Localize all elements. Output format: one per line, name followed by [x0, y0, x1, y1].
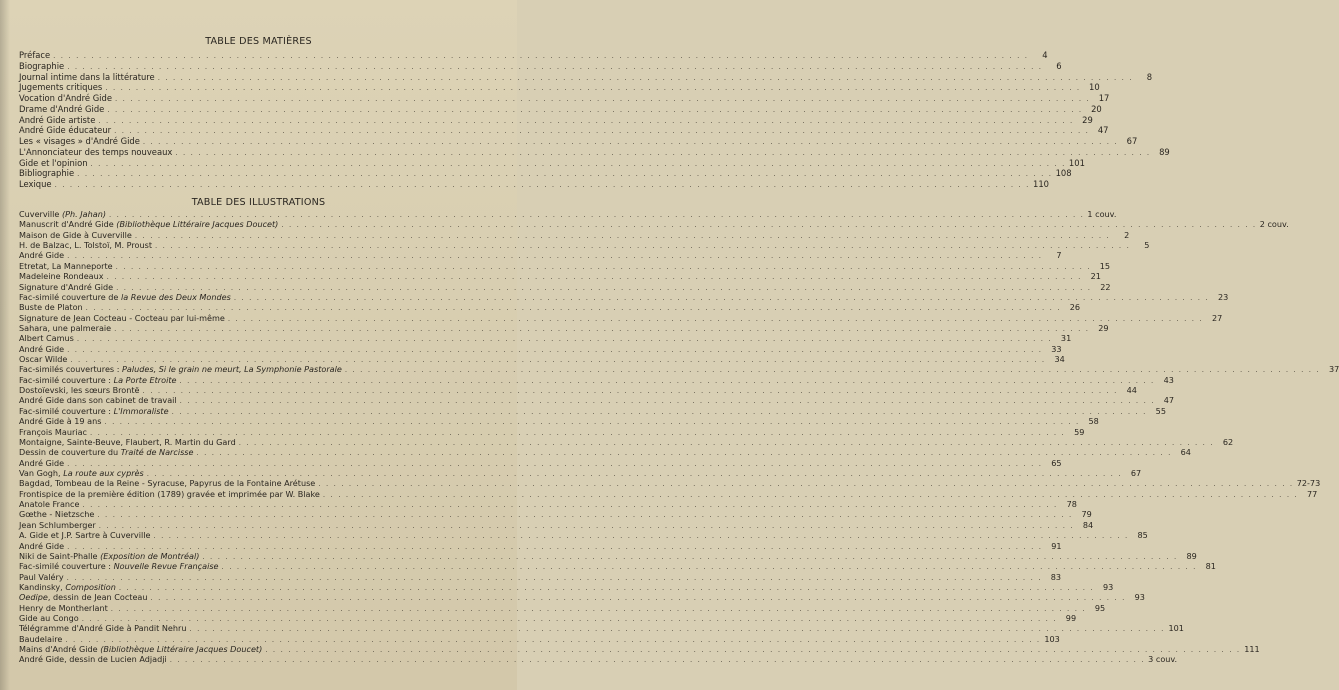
illustration-caption: Fac-similé couverture de — [19, 291, 121, 302]
illustration-entry — [19, 509, 1092, 520]
illustration-caption: Maison de Gide à Cuverville — [19, 229, 132, 240]
illustration-entry-title — [19, 509, 94, 519]
illustration-entry-page: 31 — [1060, 333, 1072, 344]
toc-entry-title: Drame d'André Gide — [19, 103, 105, 114]
toc-entry-page: 17 — [1098, 93, 1110, 104]
illustration-entry-page: 85 — [1137, 530, 1148, 541]
illustration-entry — [19, 374, 1174, 385]
illustration-entry-title — [19, 395, 177, 405]
illustration-entry-page: 77 — [1307, 488, 1318, 499]
illustration-entry-title — [19, 520, 96, 530]
illustration-caption: André Gide — [19, 250, 65, 261]
illustration-entry-title — [19, 354, 67, 364]
illustration-caption: Frontispice de la première édition (1789) gravée et imprimée par W. Blake — [19, 488, 320, 499]
illustration-caption: Buste de Platon — [19, 302, 83, 313]
illustration-entry-title — [19, 613, 79, 623]
toc-entry — [19, 179, 1049, 190]
illustration-entry — [19, 219, 1289, 230]
toc-entry-title: Jugements critiques — [19, 82, 103, 93]
table-des-matieres-list — [19, 50, 1170, 190]
illustration-caption-italic: L'Immoraliste — [113, 405, 169, 416]
illustration-caption: Oscar Wilde — [19, 354, 68, 365]
illustration-entry-page: 81 — [1205, 561, 1216, 572]
illustration-entry-title — [19, 603, 108, 613]
illustration-caption: Van Gogh, — [19, 467, 64, 478]
illustration-entry-title — [19, 406, 169, 416]
illustration-entry-title — [19, 530, 150, 540]
illustration-caption: Jean Schlumberger — [19, 519, 96, 530]
illustration-caption: Albert Camus — [19, 333, 74, 344]
illustration-entry-title — [19, 375, 176, 385]
table-des-illustrations-list — [19, 209, 1339, 665]
illustration-caption-italic: Paludes, Si le grain ne meurt, La Symphonie Pastorale — [122, 364, 342, 375]
toc-entry — [19, 82, 1100, 93]
illustration-entry-title — [19, 271, 104, 281]
illustration-entry-page: 15 — [1099, 260, 1111, 271]
illustration-caption: François Mauriac — [19, 426, 87, 437]
illustration-entry-title — [19, 250, 64, 260]
illustration-caption-italic: La route aux cyprès — [63, 467, 144, 478]
illustration-entry — [19, 302, 1081, 313]
illustration-entry-page: 1 couv. — [1087, 209, 1117, 219]
illustration-entry-page: 99 — [1065, 613, 1077, 624]
table-des-matieres-heading: TABLE DES MATIÈRES — [205, 36, 312, 47]
illustration-entry-title — [19, 230, 132, 240]
illustration-entry — [19, 354, 1065, 365]
toc-entry-title: Journal intime dans la littérature — [19, 71, 155, 82]
toc-entry — [19, 136, 1138, 147]
illustration-entry-title — [19, 437, 236, 447]
illustration-entry-title — [19, 333, 74, 343]
illustration-entry-title — [19, 364, 342, 374]
illustration-entry — [19, 633, 1060, 644]
illustration-entry-title — [19, 282, 113, 292]
illustration-entry — [19, 499, 1077, 510]
illustration-entry-page: 101 — [1168, 623, 1184, 634]
table-des-illustrations-heading: TABLE DES ILLUSTRATIONS — [191, 197, 326, 208]
illustration-entry-title — [19, 592, 148, 602]
illustration-caption: Fac-similé couverture : — [19, 561, 114, 572]
illustration-entry-page: 103 — [1044, 633, 1060, 644]
illustration-caption: A. Gide et J.P. Sartre à Cuverville — [19, 530, 151, 541]
illustration-caption: André Gide — [19, 457, 65, 468]
toc-entry-title: André Gide artiste — [19, 114, 96, 125]
illustration-entry-title — [19, 416, 101, 426]
illustration-caption: Baudelaire — [19, 633, 63, 644]
illustration-entry — [19, 395, 1175, 406]
illustration-entry — [19, 571, 1062, 582]
illustration-entry-title — [19, 582, 116, 592]
toc-entry-page: 89 — [1159, 146, 1170, 157]
illustration-entry — [19, 229, 1130, 240]
illustration-caption: Cuverville — [19, 209, 62, 219]
toc-entry-page: 110 — [1033, 179, 1049, 190]
toc-entry-page: 67 — [1126, 136, 1138, 147]
illustration-entry-page: 5 — [1144, 240, 1150, 251]
illustration-caption: Télégramme d'André Gide à Pandit Nehru — [19, 623, 187, 634]
illustration-entry-title — [19, 323, 111, 333]
illustration-caption: Signature de Jean Cocteau - Cocteau par lui-même — [19, 312, 225, 323]
illustration-caption: André Gide dans son cabinet de travail — [19, 395, 177, 406]
illustration-entry — [19, 467, 1142, 478]
illustration-caption: Bagdad, Tombeau de la Reine - Syracuse, Papyrus de la Fontaine Arétuse — [19, 478, 316, 489]
illustration-entry-page: 23 — [1217, 291, 1229, 302]
illustration-caption-suffix: , dessin de Jean Cocteau — [47, 592, 148, 603]
toc-entry — [19, 114, 1093, 126]
illustration-entry-title — [19, 219, 278, 229]
toc-entry — [19, 60, 1062, 72]
illustration-entry — [19, 312, 1223, 323]
toc-entry-title: Gide et l'opinion — [19, 157, 88, 168]
illustration-caption: Paul Valéry — [19, 571, 64, 582]
illustration-caption: Kandinsky, — [19, 581, 66, 592]
illustration-entry — [19, 530, 1148, 541]
illustration-entry — [19, 364, 1339, 375]
illustration-caption: Henry de Montherlant — [19, 602, 108, 613]
illustration-entry — [19, 271, 1101, 282]
illustration-entry-page: 2 — [1124, 229, 1130, 240]
leader-dots — [170, 655, 1145, 665]
illustration-entry-page: 79 — [1081, 509, 1092, 520]
illustration-entry-title — [19, 468, 144, 478]
illustration-entry-page: 111 — [1244, 644, 1260, 655]
illustration-caption-italic: (Ph. Jahan) — [61, 209, 107, 219]
illustration-entry-title — [19, 385, 140, 395]
illustration-entry-page: 84 — [1082, 519, 1094, 530]
illustration-entry — [19, 322, 1109, 333]
illustration-entry-title — [19, 458, 64, 468]
illustration-entry-title — [19, 478, 315, 488]
illustration-entry — [19, 416, 1099, 427]
illustration-caption: André Gide, dessin de Lucien Adjadji — [19, 654, 167, 665]
illustration-entry — [19, 644, 1260, 655]
illustration-caption: Dostoïevski, les sœurs Brontë — [19, 385, 140, 396]
illustration-entry — [19, 405, 1166, 416]
illustration-entry-page: 64 — [1180, 447, 1191, 458]
illustration-entry — [19, 602, 1106, 613]
illustration-caption-italic: Composition — [65, 581, 116, 592]
illustration-entry-page: 29 — [1098, 322, 1109, 333]
illustration-caption: Fac-similé couverture : — [19, 405, 114, 416]
illustration-entry — [19, 447, 1191, 458]
illustration-entry-title — [19, 292, 231, 302]
illustration-entry-page: 72-73 — [1296, 478, 1321, 489]
illustration-entry-title — [19, 302, 83, 312]
illustration-entry-page: 93 — [1102, 581, 1114, 592]
toc-entry-page: 101 — [1068, 157, 1085, 168]
toc-entry-page: 6 — [1056, 60, 1062, 71]
illustration-entry-page: 33 — [1051, 343, 1062, 354]
illustration-entry — [19, 250, 1062, 261]
illustration-caption-italic: (Bibliothèque Littéraire Jacques Doucet) — [100, 644, 263, 655]
illustration-caption-italic: Traité de Narcisse — [120, 447, 194, 458]
toc-entry — [19, 157, 1085, 169]
illustration-entry-title — [19, 344, 64, 354]
illustration-caption: Mains d'André Gide — [19, 644, 101, 655]
illustration-entry-page: 3 couv. — [1148, 654, 1178, 665]
illustration-caption: Fac-similé couverture : — [19, 374, 114, 385]
illustration-entry-page: 43 — [1163, 374, 1174, 385]
toc-entry-title: L'Annonciateur des temps nouveaux — [19, 146, 173, 157]
toc-entry — [19, 125, 1109, 136]
illustration-entry-page: 22 — [1100, 281, 1111, 292]
toc-entry-title: André Gide éducateur — [19, 125, 112, 136]
toc-entry-page: 10 — [1089, 82, 1100, 93]
illustration-entry-title — [19, 654, 167, 664]
illustration-entry-page: 62 — [1222, 436, 1234, 447]
illustration-entry-page: 58 — [1088, 416, 1099, 427]
illustration-entry — [19, 478, 1321, 489]
toc-entry-page: 108 — [1055, 168, 1072, 179]
illustration-entry-title — [19, 551, 199, 561]
toc-entry-page: 8 — [1146, 71, 1153, 82]
illustration-entry-page: 27 — [1211, 312, 1223, 323]
illustration-caption-italic: la Revue des Deux Mondes — [120, 291, 231, 302]
illustration-entry-page: 21 — [1090, 271, 1101, 282]
illustration-entry — [19, 488, 1318, 499]
illustration-entry-title — [19, 447, 194, 457]
toc-entry-title: Préface — [19, 50, 51, 60]
illustration-entry — [19, 592, 1145, 603]
illustration-caption: Gide au Congo — [19, 613, 79, 624]
toc-entry-title: Bibliographie — [19, 168, 75, 179]
illustration-entry — [19, 436, 1234, 447]
illustration-entry — [19, 343, 1062, 354]
toc-entry — [19, 146, 1170, 158]
illustration-caption: Dessin de couverture du — [19, 447, 121, 458]
illustration-entry-page: 59 — [1074, 426, 1085, 437]
illustration-caption: Signature d'André Gide — [19, 281, 114, 292]
illustration-entry — [19, 550, 1197, 561]
illustration-entry-title — [19, 499, 79, 509]
illustration-entry-page: 65 — [1051, 457, 1062, 468]
illustration-entry-page: 93 — [1134, 592, 1145, 603]
illustration-entry-page: 7 — [1056, 250, 1062, 261]
illustration-caption: H. de Balzac, L. Tolstoï, M. Proust — [19, 240, 152, 251]
illustration-caption: Montaigne, Sainte-Beuve, Flaubert, R. Martin du Gard — [19, 436, 236, 447]
illustration-entry-page: 26 — [1069, 302, 1081, 313]
illustration-caption: André Gide — [19, 343, 65, 354]
illustration-caption-italic: (Exposition de Montréal) — [100, 550, 200, 561]
toc-entry-title: Les « visages » d'André Gide — [19, 136, 140, 147]
illustration-entry-title — [19, 209, 106, 219]
illustration-entry-page: 67 — [1130, 467, 1142, 478]
toc-entry-page: 47 — [1097, 125, 1109, 136]
toc-entry-title: Lexique — [19, 179, 52, 190]
illustration-entry-title — [19, 644, 262, 654]
illustration-caption: Madeleine Rondeaux — [19, 271, 104, 282]
illustration-caption: Niki de Saint-Phalle — [19, 550, 101, 561]
illustration-entry — [19, 540, 1062, 551]
illustration-entry-title — [19, 623, 187, 633]
spine-shadow — [0, 0, 10, 690]
illustration-entry — [19, 385, 1137, 396]
toc-entry-title: Biographie — [19, 60, 65, 71]
toc-entry-page: 29 — [1082, 114, 1093, 125]
illustration-caption: André Gide à 19 ans — [19, 416, 102, 427]
illustration-caption-italic: (Bibliothèque Littéraire Jacques Doucet) — [116, 219, 279, 230]
toc-entry — [19, 103, 1102, 115]
illustration-entry — [19, 457, 1062, 468]
illustration-entry — [19, 291, 1229, 302]
illustration-entry-page: 83 — [1050, 571, 1062, 582]
illustration-entry — [19, 333, 1072, 344]
illustration-entry-page: 34 — [1054, 354, 1065, 365]
illustration-caption-italic: Oedipe — [19, 592, 48, 603]
illustration-caption: Gœthe - Nietzsche — [19, 509, 95, 520]
illustration-entry-page: 89 — [1186, 550, 1197, 561]
illustration-entry-page: 95 — [1094, 602, 1106, 613]
illustration-entry-title — [19, 313, 225, 323]
illustration-entry-title — [19, 572, 64, 582]
toc-entry — [19, 50, 1048, 61]
illustration-entry-title — [19, 634, 62, 644]
illustration-entry-title — [19, 240, 152, 250]
toc-entry-title: Vocation d'André Gide — [19, 93, 112, 104]
toc-entry-page: 20 — [1091, 103, 1102, 114]
illustration-caption: Etretat, La Manneporte — [19, 260, 113, 271]
illustration-entry-page: 55 — [1155, 405, 1166, 416]
illustration-entry — [19, 281, 1111, 292]
illustration-entry — [19, 426, 1085, 437]
illustration-entry-page: 44 — [1126, 385, 1137, 396]
illustration-entry — [19, 209, 1117, 219]
illustration-caption: Manuscrit d'André Gide — [19, 219, 117, 230]
illustration-entry-page: 2 couv. — [1259, 219, 1289, 230]
illustration-entry-title — [19, 489, 320, 499]
illustration-entry — [19, 581, 1114, 592]
illustration-entry-page: 37 — [1328, 364, 1339, 375]
illustration-caption: Fac-similés couvertures : — [19, 364, 123, 375]
illustration-entry-title — [19, 541, 64, 551]
illustration-entry — [19, 654, 1178, 665]
illustration-entry-title — [19, 561, 219, 571]
illustration-caption: Anatole France — [19, 499, 80, 510]
illustration-caption-italic: La Porte Etroite — [113, 374, 177, 385]
illustration-entry — [19, 623, 1184, 634]
illustration-entry — [19, 519, 1094, 530]
illustration-caption: André Gide — [19, 540, 65, 551]
leader-dots — [55, 180, 1030, 191]
illustration-entry — [19, 260, 1111, 271]
illustration-entry-page: 47 — [1163, 395, 1175, 406]
illustration-caption: Sahara, une palmeraie — [19, 322, 112, 333]
illustration-entry — [19, 561, 1216, 572]
illustration-caption-italic: Nouvelle Revue Française — [113, 561, 219, 572]
illustration-entry — [19, 613, 1077, 624]
illustration-entry — [19, 240, 1150, 251]
toc-entry-page: 4 — [1042, 50, 1048, 60]
illustration-entry-title — [19, 261, 113, 271]
illustration-entry-page: 91 — [1051, 540, 1062, 551]
illustration-entry-page: 78 — [1066, 499, 1077, 510]
toc-entry — [19, 168, 1072, 179]
toc-entry — [19, 71, 1153, 83]
toc-entry — [19, 93, 1110, 104]
illustration-entry-title — [19, 427, 87, 437]
